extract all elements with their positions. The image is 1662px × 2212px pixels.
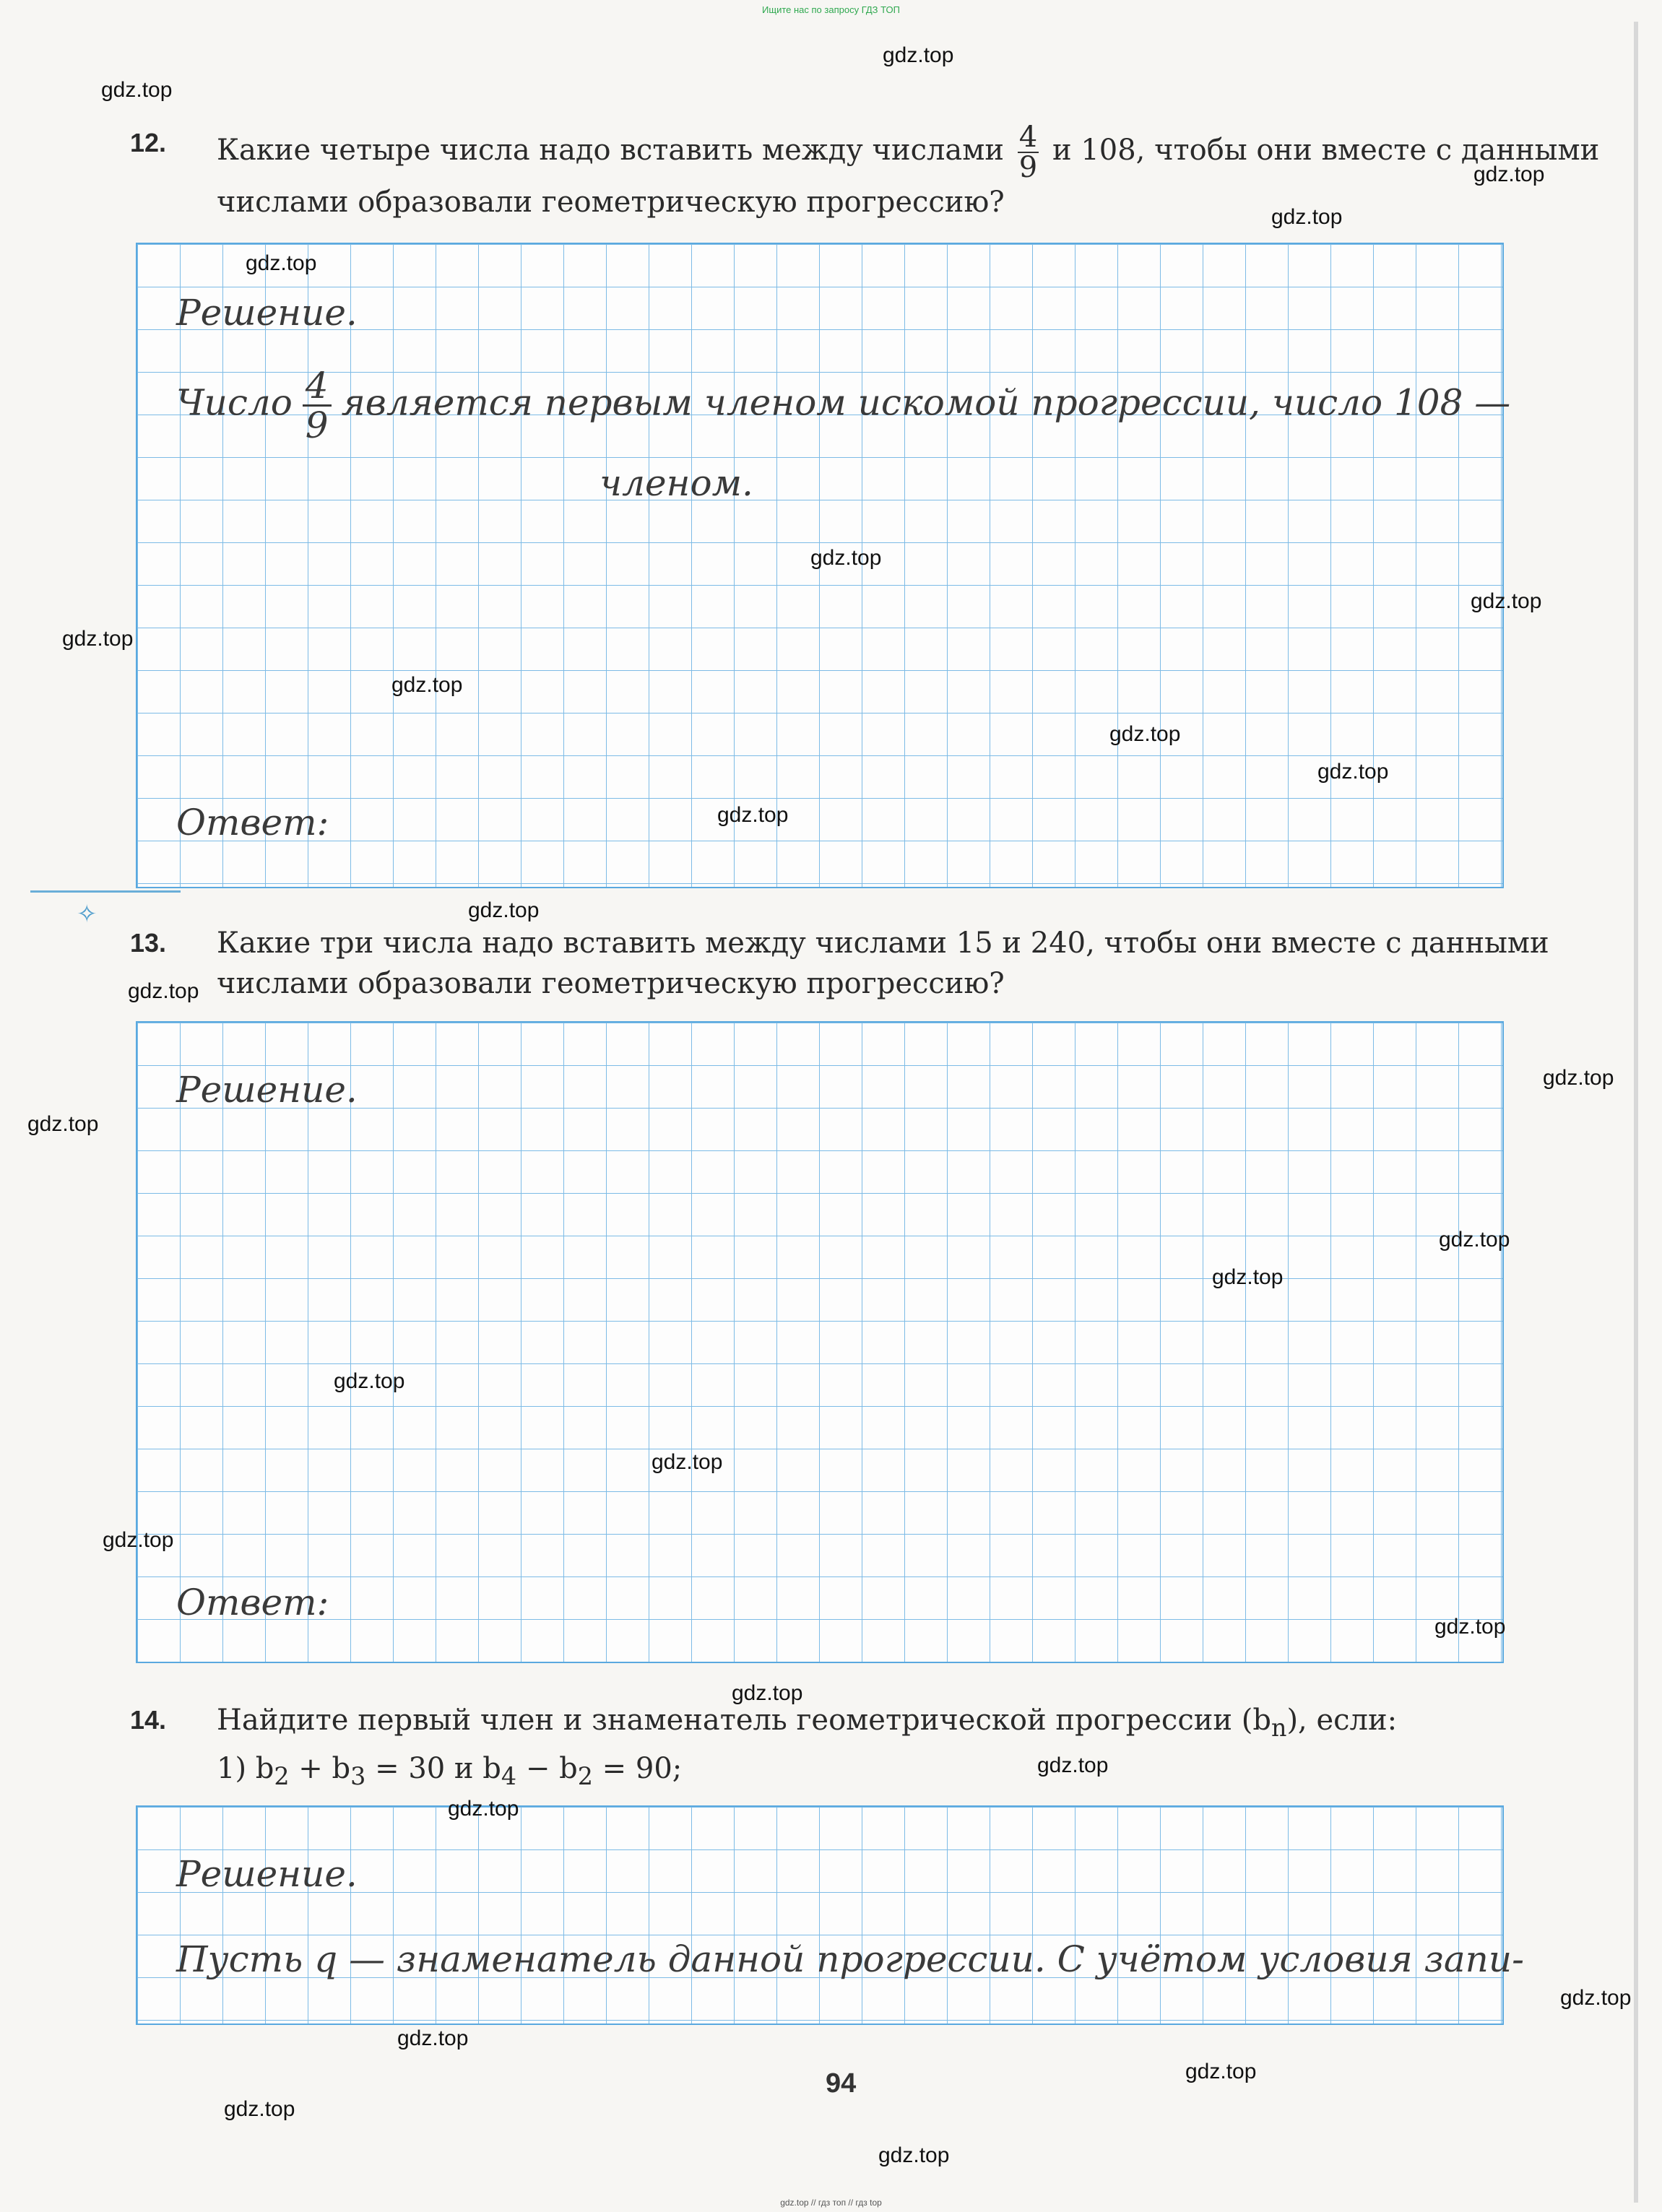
diamond-icon: ✧ — [77, 900, 98, 929]
solution-line-1: Число $\frac{4}{9}$ является первым членом искомой прогрессии, число 108 — — [176, 365, 1511, 446]
solution-line-2: членом. — [600, 462, 753, 504]
answer-label: Ответ: — [176, 1582, 329, 1623]
watermark: gdz.top — [1317, 760, 1389, 784]
watermark: gdz.top — [1037, 1753, 1109, 1777]
answer-label: Ответ: — [176, 802, 329, 843]
problem-number: 12. — [130, 128, 167, 157]
problem-number: 14. — [130, 1705, 167, 1735]
watermark: gdz.top — [652, 1450, 723, 1474]
watermark: gdz.top — [717, 803, 789, 827]
watermark: gdz.top — [103, 1528, 174, 1552]
watermark: gdz.top — [878, 2143, 950, 2167]
watermark: gdz.top — [334, 1369, 405, 1393]
fraction: $\frac{4}{9}$ — [303, 367, 332, 444]
watermark: gdz.top — [397, 2026, 469, 2050]
watermark: gdz.top — [1543, 1066, 1614, 1090]
watermark: gdz.top — [1471, 589, 1542, 613]
watermark: gdz.top — [246, 251, 317, 275]
watermark: gdz.top — [27, 1112, 99, 1136]
top-banner[interactable]: Ищите нас по запросу ГДЗ ТОП — [762, 4, 900, 15]
watermark: gdz.top — [1434, 1615, 1506, 1639]
problem-text: Какие три числа надо вставить между числами 15 и 240, чтобы они вместе с данными числами образовали геометрическую прогрессию? — [217, 927, 1549, 1000]
page-number: 94 — [826, 2068, 857, 2099]
watermark: gdz.top — [1109, 722, 1181, 746]
watermark: gdz.top — [1560, 1986, 1632, 2010]
watermark: gdz.top — [448, 1797, 519, 1821]
separator-line — [30, 890, 181, 893]
watermark: gdz.top — [883, 43, 954, 67]
page-edge — [1634, 22, 1638, 2203]
fraction: $\frac{4}{9}$ — [1018, 121, 1038, 184]
watermark: gdz.top — [1439, 1228, 1510, 1252]
solution-line-1: Пусть q — знаменатель данной прогрессии. С учётом условия запи- — [176, 1938, 1524, 1980]
watermark: gdz.top — [391, 673, 463, 697]
watermark: gdz.top — [1185, 2060, 1257, 2083]
watermark: gdz.top — [1212, 1265, 1284, 1289]
answer-grid-13[interactable] — [136, 1021, 1504, 1663]
solution-label: Решение. — [176, 292, 358, 334]
problem-text: Найдите первый член и знаменатель геометрической прогрессии $(b_n)$, если: 1) $b_2 + b_3 = 30$ и $b_4 - b_2 = 90$; — [217, 1704, 1398, 1790]
watermark: gdz.top — [468, 898, 540, 922]
watermark: gdz.top — [128, 979, 199, 1003]
solution-label: Решение. — [176, 1069, 358, 1111]
watermark: gdz.top — [62, 627, 134, 651]
watermark: gdz.top — [101, 78, 173, 102]
bottom-banner[interactable]: gdz.top // гдз топ // гдз top — [780, 2198, 882, 2208]
watermark: gdz.top — [810, 546, 882, 570]
watermark: gdz.top — [1271, 205, 1343, 229]
watermark: gdz.top — [1473, 162, 1545, 186]
answer-grid-14[interactable] — [136, 1805, 1504, 2025]
problem-number: 13. — [130, 928, 167, 958]
problem-text: Какие четыре числа надо вставить между числами $\frac{4}{9}$ и 108, чтобы они вместе с данными числами образовали геометрическую прогрессию? — [217, 121, 1600, 219]
watermark: gdz.top — [224, 2097, 295, 2121]
watermark: gdz.top — [732, 1681, 803, 1705]
solution-label: Решение. — [176, 1853, 358, 1895]
